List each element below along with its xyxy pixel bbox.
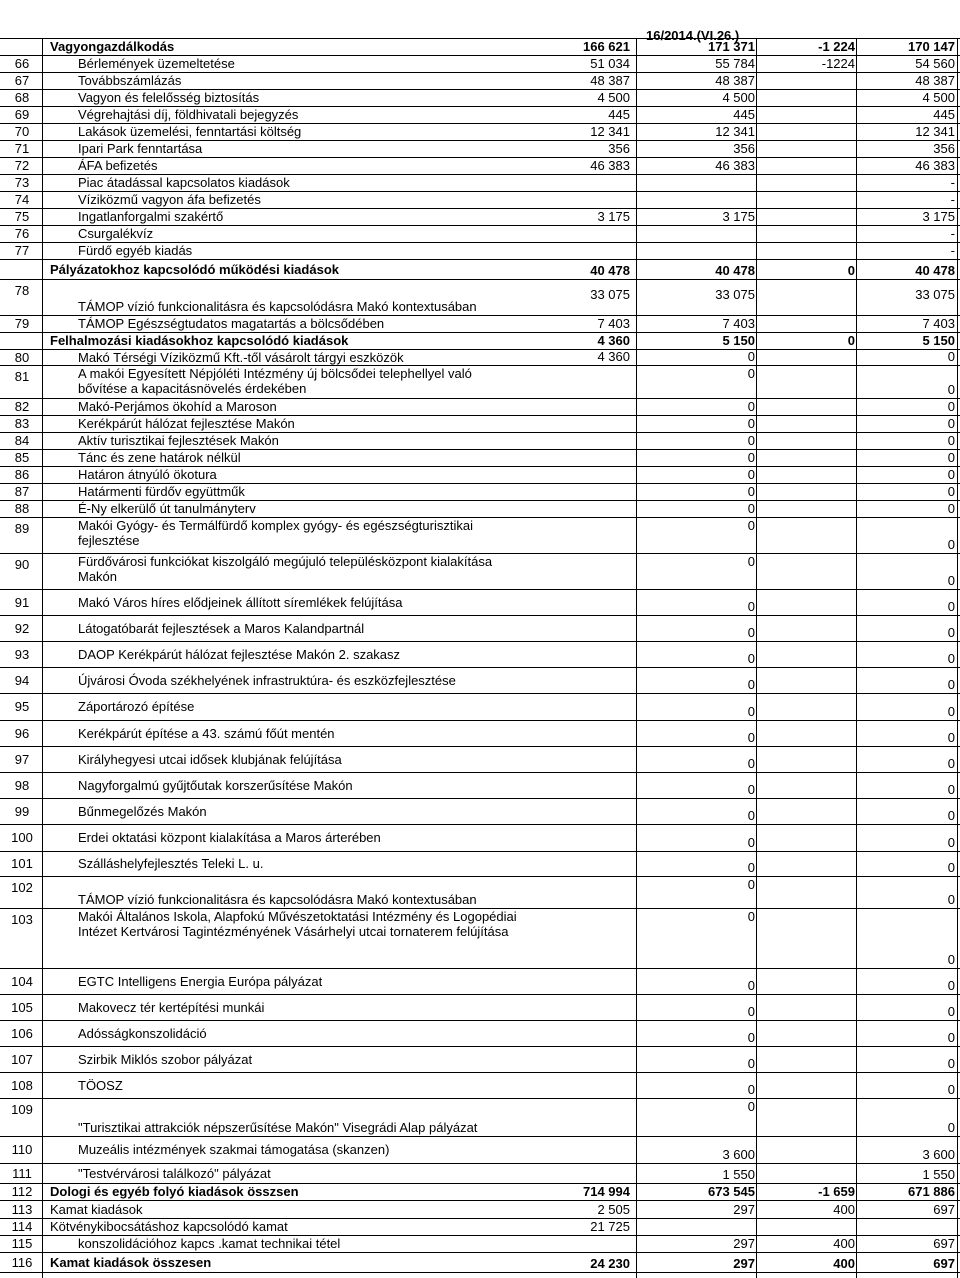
- value-col-1: 24 230: [590, 1256, 630, 1271]
- value-col-1: 33 075: [590, 287, 630, 302]
- value-col-4: 0: [947, 467, 955, 482]
- value-col-2: 40 478: [715, 263, 755, 278]
- value-col-4: 0: [947, 730, 955, 745]
- value-col-4: 0: [947, 835, 955, 850]
- value-col-4: -: [950, 192, 955, 207]
- value-col-4: 0: [947, 677, 955, 692]
- row-label: Királyhegyesi utcai idősek klubjának felújítása: [78, 751, 342, 767]
- row-number: 101: [11, 855, 33, 871]
- row-label: Víziközmű vagyon áfa befizetés: [78, 192, 261, 207]
- row-label: "Testvérvárosi találkozó" pályázat: [78, 1165, 271, 1181]
- row-label: TÁMOP vízió funkcionalitásra és kapcsolódásra Makó kontextusában: [78, 299, 477, 314]
- row-number: 102: [11, 880, 33, 895]
- row-label: ÁFA befizetés: [78, 158, 158, 173]
- row-label: DAOP Kerékpárút hálózat fejlesztése Makón 2. szakasz: [78, 646, 401, 662]
- row-label: Pályázatokhoz kapcsolódó működési kiadások: [50, 261, 339, 277]
- row-label: Látogatóbarát fejlesztések a Maros Kalandpartnál: [78, 620, 365, 636]
- value-col-2: 0: [747, 1099, 755, 1114]
- row-number: 82: [14, 399, 30, 414]
- row-number: 104: [11, 973, 33, 989]
- value-col-4: 0: [947, 537, 955, 552]
- row-label: Aktív turisztikai fejlesztések Makón: [78, 433, 279, 448]
- row-number: 84: [14, 433, 30, 448]
- row-label: Fürdővárosi funkciókat kiszolgáló megújuló településközpont kialakítása Makón: [78, 554, 493, 584]
- value-col-2: 0: [747, 1082, 755, 1097]
- value-col-2: 0: [747, 909, 755, 924]
- row-number: 85: [14, 450, 30, 465]
- row-number: 103: [11, 912, 33, 927]
- value-col-4: 0: [947, 501, 955, 516]
- value-col-2: 48 387: [715, 73, 755, 88]
- value-col-2: 7 403: [722, 316, 755, 331]
- value-col-3: 400: [833, 1202, 855, 1217]
- value-col-1: 40 478: [590, 263, 630, 278]
- value-col-2: 0: [747, 366, 755, 381]
- value-col-2: 0: [747, 782, 755, 797]
- value-col-4: 0: [947, 450, 955, 465]
- row-divider: [0, 667, 960, 668]
- row-label: TÁMOP vízió funkcionalitásra és kapcsolódásra Makó kontextusában: [78, 892, 477, 907]
- value-col-3: 400: [833, 1256, 855, 1271]
- row-label: Záportározó építése: [78, 699, 195, 714]
- row-label: Nagyforgalmú gyűjtőutak korszerűsítése Makón: [78, 777, 353, 793]
- value-col-2: 0: [747, 554, 755, 569]
- row-number: 71: [14, 141, 30, 156]
- row-number: 68: [14, 90, 30, 105]
- value-col-1: 48 387: [590, 73, 630, 88]
- row-number: 95: [14, 699, 30, 714]
- row-label: Ingatlanforgalmi szakértő: [78, 209, 224, 224]
- row-number: 74: [14, 192, 30, 207]
- row-number: 81: [14, 369, 30, 384]
- row-number: 80: [14, 349, 30, 365]
- row-number: 108: [11, 1077, 33, 1093]
- row-label: Kerékpárút hálózat fejlesztése Makón: [78, 416, 295, 431]
- row-label: Adósságkonszolidáció: [78, 1025, 207, 1041]
- row-number: 73: [14, 175, 30, 190]
- value-col-2: 0: [747, 450, 755, 465]
- value-col-2: 297: [733, 1202, 755, 1217]
- document-reference: 16/2014.(VI.26.): [646, 28, 740, 43]
- row-label: konszolidációhoz kapcs .kamat technikai tétel: [78, 1236, 341, 1251]
- row-number: 79: [14, 316, 30, 331]
- row-divider: [0, 259, 960, 260]
- row-number: 91: [14, 594, 30, 610]
- row-number: 110: [11, 1142, 33, 1157]
- row-label: Dologi és egyéb folyó kiadások összsen: [50, 1184, 299, 1199]
- row-number: 77: [14, 243, 30, 258]
- row-number: 75: [14, 209, 30, 224]
- value-col-4: -: [950, 175, 955, 190]
- value-col-4: 5 150: [922, 333, 955, 348]
- value-col-2: 55 784: [715, 56, 755, 71]
- row-divider: [0, 641, 960, 642]
- column-divider: [636, 38, 637, 1278]
- value-col-1: 4 360: [597, 333, 630, 348]
- row-label: "Turisztikai attrakciók népszerűsítése Makón" Visegrádi Alap pályázat: [78, 1120, 478, 1135]
- value-col-2: 0: [747, 877, 755, 892]
- value-col-4: 0: [947, 1030, 955, 1045]
- value-col-2: 673 545: [708, 1184, 755, 1199]
- value-col-2: 3 175: [722, 209, 755, 224]
- row-label: Makó Térségi Víziközmű Kft.-től vásárolt tárgyi eszközök: [78, 349, 404, 365]
- value-col-2: 0: [747, 599, 755, 614]
- row-divider: [0, 589, 960, 590]
- value-col-2: 0: [747, 433, 755, 448]
- value-col-2: 0: [747, 860, 755, 875]
- row-label: Határmenti fürdőv együttműk: [78, 484, 245, 499]
- row-number: 66: [14, 56, 30, 71]
- row-number: 76: [14, 226, 30, 241]
- value-col-2: 0: [747, 730, 755, 745]
- row-label: Végrehajtási díj, földhivatali bejegyzés: [78, 107, 299, 122]
- value-col-4: 0: [947, 399, 955, 414]
- value-col-4: 0: [947, 892, 955, 907]
- row-label: Kerékpárút építése a 43. számú főút mentén: [78, 725, 335, 741]
- row-label: Makói Gyógy- és Termálfürdő komplex gyógy- és egészségturisztikai fejlesztése: [78, 518, 473, 548]
- row-label: A makói Egyesített Népjóléti Intézmény új bölcsődei telephellyel való bővítése a kapacitásnövelés érdekében: [78, 366, 472, 396]
- row-divider: [0, 279, 960, 280]
- value-col-2: 33 075: [715, 287, 755, 302]
- row-label: Makó Város híres elődjeinek állított síremlékek felújítása: [78, 594, 403, 610]
- value-col-2: 0: [747, 756, 755, 771]
- row-number: 98: [14, 777, 30, 793]
- row-label: Erdei oktatási központ kialakítása a Maros árterében: [78, 830, 381, 845]
- row-divider: [0, 1200, 960, 1201]
- row-number: 67: [14, 73, 30, 88]
- row-number: 72: [14, 158, 30, 173]
- row-label: Makó-Perjámos ökohíd a Maroson: [78, 399, 277, 414]
- value-col-4: 0: [947, 978, 955, 993]
- value-col-2: 0: [747, 1056, 755, 1071]
- value-col-4: 170 147: [908, 39, 955, 54]
- row-divider: [0, 1020, 960, 1021]
- value-col-4: 40 478: [915, 263, 955, 278]
- value-col-1: 3 175: [597, 209, 630, 224]
- value-col-2: 0: [747, 978, 755, 993]
- value-col-4: 33 075: [915, 287, 955, 302]
- row-label: Makói Általános Iskola, Alapfokú Művészetoktatási Intézmény és Logopédiai Intézet Kertvárosi Tagintézményének Vásárhelyi utcai tornaterem felújítása: [78, 909, 517, 939]
- value-col-4: 3 175: [922, 209, 955, 224]
- value-col-4: 0: [947, 808, 955, 823]
- value-col-2: 1 550: [722, 1167, 755, 1182]
- value-col-4: 0: [947, 782, 955, 797]
- value-col-4: 0: [947, 860, 955, 875]
- value-col-4: 0: [947, 573, 955, 588]
- value-col-4: 0: [947, 952, 955, 967]
- row-number: 116: [11, 1254, 33, 1270]
- row-label: Szirbik Miklós szobor pályázat: [78, 1051, 253, 1067]
- row-label: Szálláshelyfejlesztés Teleki L. u.: [78, 855, 264, 871]
- row-label: Muzeális intézmények szakmai támogatása (skanzen): [78, 1142, 390, 1157]
- row-label: Kamat kiadások: [50, 1201, 143, 1217]
- row-number: 112: [11, 1184, 33, 1199]
- value-col-3: 0: [847, 333, 855, 348]
- row-divider: [0, 824, 960, 825]
- value-col-4: 0: [947, 1004, 955, 1019]
- row-label: Vagyon és felelősség biztosítás: [78, 90, 260, 105]
- column-divider: [957, 38, 958, 1278]
- value-col-2: 3 600: [722, 1147, 755, 1162]
- value-col-1: 4 360: [597, 349, 630, 364]
- value-col-4: 7 403: [922, 316, 955, 331]
- value-col-1: 714 994: [583, 1184, 630, 1199]
- value-col-4: 356: [933, 141, 955, 156]
- value-col-4: -: [950, 243, 955, 258]
- row-label: Bűnmegelőzés Makón: [78, 803, 207, 819]
- value-col-4: 0: [947, 651, 955, 666]
- row-label: Felhalmozási kiadásokhoz kapcsolódó kiadások: [50, 333, 349, 348]
- value-col-2: 0: [747, 1004, 755, 1019]
- row-number: 113: [11, 1201, 33, 1217]
- row-divider: [0, 968, 960, 969]
- value-col-3: 0: [847, 263, 855, 278]
- value-col-1: 7 403: [597, 316, 630, 331]
- table-top-border: [0, 38, 960, 39]
- row-divider: [0, 876, 960, 877]
- row-number: 111: [12, 1165, 32, 1181]
- value-col-4: 0: [947, 484, 955, 499]
- row-label: Vagyongazdálkodás: [50, 39, 175, 54]
- column-divider: [756, 38, 757, 1278]
- row-number: 78: [14, 283, 30, 298]
- value-col-2: 0: [747, 484, 755, 499]
- row-label: TÖOSZ: [78, 1077, 123, 1093]
- value-col-2: 297: [733, 1256, 755, 1271]
- value-col-4: 0: [947, 1082, 955, 1097]
- row-label: É-Ny elkerülő út tanulmányterv: [78, 501, 256, 516]
- value-col-2: 0: [747, 704, 755, 719]
- row-divider: [0, 772, 960, 773]
- value-col-1: 4 500: [597, 90, 630, 105]
- value-col-4: 4 500: [922, 90, 955, 105]
- row-divider: [0, 1046, 960, 1047]
- row-label: Lakások üzemelési, fenntartási költség: [78, 124, 302, 139]
- row-label: TÁMOP Egészségtudatos magatartás a bölcsődében: [78, 316, 385, 331]
- value-col-2: 0: [747, 808, 755, 823]
- value-col-4: 0: [947, 756, 955, 771]
- row-divider: [0, 851, 960, 852]
- value-col-2: 0: [747, 1030, 755, 1045]
- row-number: 69: [14, 107, 30, 122]
- row-label: Kamat kiadások összesen: [50, 1254, 212, 1270]
- value-col-2: 0: [747, 625, 755, 640]
- row-divider: [0, 1163, 960, 1164]
- row-number: 93: [14, 646, 30, 662]
- row-label: Határon átnyúló ökotura: [78, 467, 217, 482]
- value-col-3: -1 659: [818, 1184, 855, 1199]
- value-col-4: 0: [947, 599, 955, 614]
- row-number: 86: [14, 467, 30, 482]
- row-label: Fürdő egyéb kiadás: [78, 243, 193, 258]
- row-label: EGTC Intelligens Energia Európa pályázat: [78, 973, 323, 989]
- value-col-1: 12 341: [590, 124, 630, 139]
- value-col-4: 54 560: [915, 56, 955, 71]
- row-number: 96: [14, 725, 30, 741]
- value-col-2: 0: [747, 501, 755, 516]
- value-col-4: 0: [947, 349, 955, 364]
- value-col-4: 0: [947, 416, 955, 431]
- row-number: 87: [14, 484, 30, 499]
- row-divider: [0, 693, 960, 694]
- row-number: 107: [11, 1051, 33, 1067]
- row-number: 88: [14, 501, 30, 516]
- value-col-2: 0: [747, 399, 755, 414]
- value-col-2: 0: [747, 651, 755, 666]
- row-label: Csurgalékvíz: [78, 226, 154, 241]
- value-col-2: 4 500: [722, 90, 755, 105]
- value-col-4: 445: [933, 107, 955, 122]
- row-label: Piac átadással kapcsolatos kiadások: [78, 175, 290, 190]
- value-col-2: 297: [733, 1236, 755, 1251]
- value-col-2: 0: [747, 416, 755, 431]
- row-divider: [0, 1072, 960, 1073]
- row-number: 90: [14, 557, 30, 572]
- value-col-1: 2 505: [597, 1202, 630, 1217]
- value-col-2: 0: [747, 349, 755, 364]
- row-label: Tánc és zene határok nélkül: [78, 450, 241, 465]
- value-col-4: 0: [947, 1056, 955, 1071]
- value-col-2: 46 383: [715, 158, 755, 173]
- row-number: 70: [14, 124, 30, 139]
- value-col-2: 356: [733, 141, 755, 156]
- row-number: 92: [14, 620, 30, 636]
- value-col-2: 0: [747, 677, 755, 692]
- value-col-1: 166 621: [583, 39, 630, 54]
- row-number: 105: [11, 999, 33, 1015]
- row-label: Továbbszámlázás: [78, 73, 182, 88]
- row-number: 94: [14, 672, 30, 688]
- value-col-4: 0: [947, 1120, 955, 1135]
- row-divider: [0, 798, 960, 799]
- value-col-3: 400: [833, 1236, 855, 1251]
- row-label: Ipari Park fenntartása: [78, 141, 203, 156]
- row-number: 97: [14, 751, 30, 767]
- row-number: 83: [14, 416, 30, 431]
- row-number: 106: [11, 1025, 33, 1041]
- row-label: Újvárosi Óvoda székhelyének infrastruktúra- és eszközfejlesztése: [78, 672, 456, 688]
- value-col-4: 697: [933, 1236, 955, 1251]
- row-divider: [0, 1098, 960, 1099]
- row-label: Bérlemények üzemeltetése: [78, 56, 235, 71]
- row-divider: [0, 746, 960, 747]
- value-col-4: 697: [933, 1202, 955, 1217]
- value-col-1: 445: [608, 107, 630, 122]
- value-col-2: 0: [747, 518, 755, 533]
- value-col-4: 12 341: [915, 124, 955, 139]
- value-col-4: 0: [947, 625, 955, 640]
- value-col-2: 5 150: [722, 333, 755, 348]
- row-divider: [0, 720, 960, 721]
- value-col-1: 51 034: [590, 56, 630, 71]
- row-number: 100: [11, 830, 33, 845]
- value-col-4: 0: [947, 704, 955, 719]
- value-col-2: 0: [747, 467, 755, 482]
- row-number: 115: [11, 1236, 33, 1251]
- value-col-4: 697: [933, 1256, 955, 1271]
- value-col-1: 21 725: [590, 1219, 630, 1234]
- column-divider: [42, 38, 43, 1278]
- value-col-3: -1 224: [818, 39, 855, 54]
- value-col-1: 356: [608, 141, 630, 156]
- row-divider: [0, 994, 960, 995]
- row-divider: [0, 1272, 960, 1273]
- value-col-4: 0: [947, 382, 955, 397]
- value-col-4: 0: [947, 433, 955, 448]
- value-col-3: -1224: [821, 56, 855, 71]
- row-label: Kötvénykibocsátáshoz kapcsolódó kamat: [50, 1219, 288, 1234]
- row-divider: [0, 1252, 960, 1253]
- column-divider: [856, 38, 857, 1278]
- value-col-2: 445: [733, 107, 755, 122]
- row-number: 99: [14, 803, 30, 819]
- value-col-4: 671 886: [908, 1184, 955, 1199]
- value-col-4: 1 550: [922, 1167, 955, 1182]
- value-col-1: 46 383: [590, 158, 630, 173]
- row-number: 114: [11, 1219, 33, 1234]
- value-col-4: 46 383: [915, 158, 955, 173]
- value-col-2: 171 371: [708, 39, 755, 54]
- row-label: Makovecz tér kertépítési munkái: [78, 999, 265, 1015]
- value-col-4: 3 600: [922, 1147, 955, 1162]
- value-col-2: 12 341: [715, 124, 755, 139]
- value-col-2: 0: [747, 835, 755, 850]
- row-divider: [0, 1136, 960, 1137]
- value-col-4: -: [950, 226, 955, 241]
- row-number: 109: [11, 1102, 33, 1117]
- row-number: 89: [14, 521, 30, 536]
- row-divider: [0, 615, 960, 616]
- value-col-4: 48 387: [915, 73, 955, 88]
